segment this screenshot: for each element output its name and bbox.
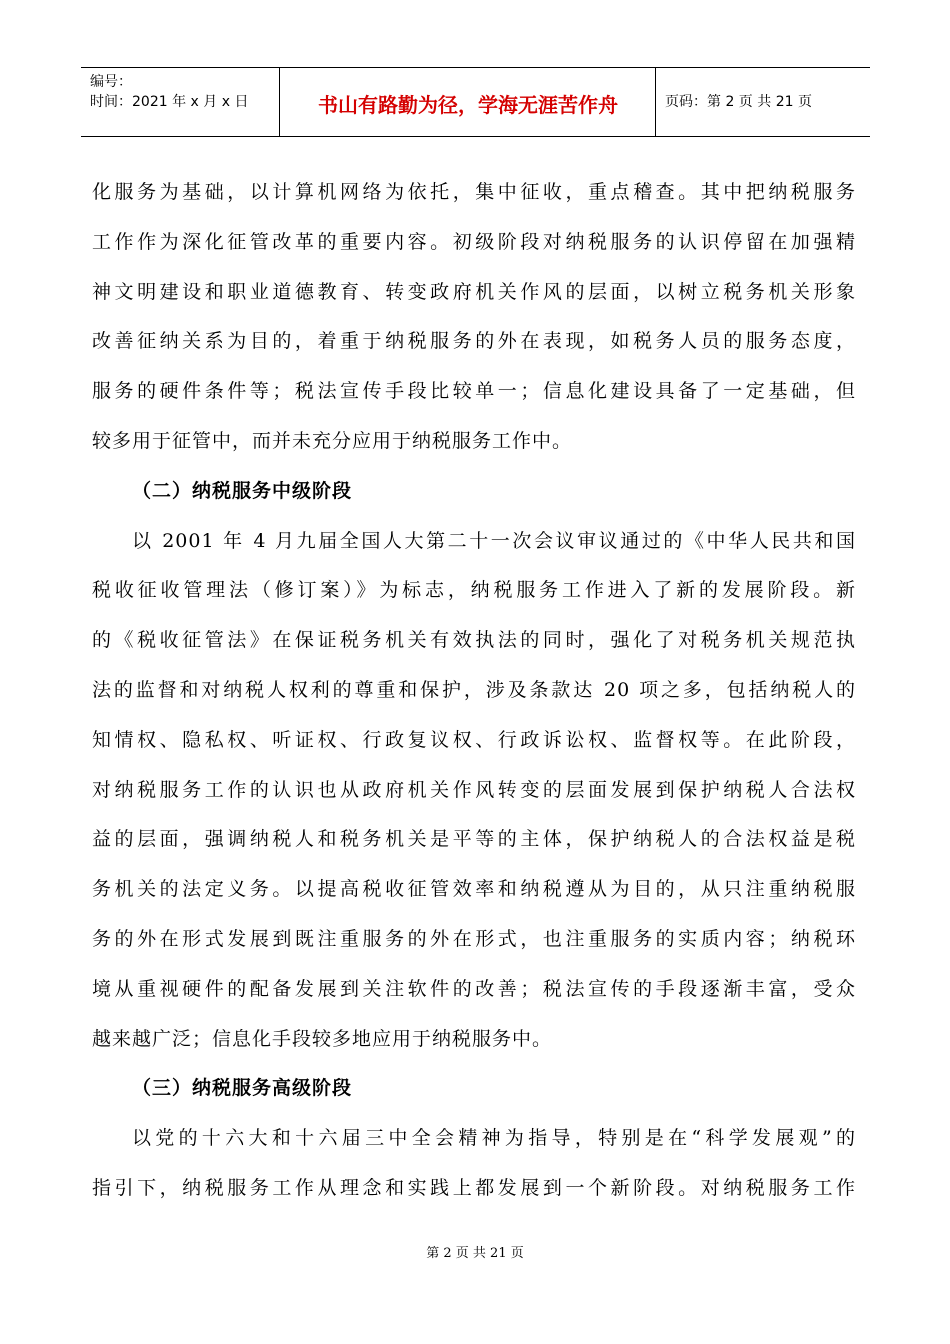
body-line: 服务的硬件条件等；税法宣传手段比较单一；信息化建设具备了一定基础，但 — [92, 380, 856, 403]
body-line: 神文明建设和职业道德教育、转变政府机关作风的层面，以树立税务机关形象 — [92, 280, 856, 303]
body-line: 务机关的法定义务。以提高税收征管效率和纳税遵从为目的，从只注重纳税服 — [92, 878, 856, 901]
body-line: 境从重视硬件的配备发展到关注软件的改善；税法宣传的手段逐渐丰富，受众 — [92, 977, 856, 1000]
body-line: 越来越广泛；信息化手段较多地应用于纳税服务中。 — [92, 1027, 553, 1050]
body-line: 以 2001 年 4 月九届全国人大第二十一次会议审议通过的《中华人民共和国 — [132, 529, 856, 552]
body-line: 工作作为深化征管改革的重要内容。初级阶段对纳税服务的认识停留在加强精 — [92, 230, 856, 253]
body-line: 知情权、隐私权、听证权、行政复议权、行政诉讼权、监督权等。在此阶段， — [92, 728, 856, 751]
body-line: 较多用于征管中，而并未充分应用于纳税服务工作中。 — [92, 429, 573, 452]
document-body — [92, 168, 856, 1214]
body-line: 的《税收征管法》在保证税务机关有效执法的同时，强化了对税务机关规范执 — [92, 629, 856, 652]
header-motto: 书山有路勤为径，学海无涯苦作舟 — [318, 93, 618, 117]
section-heading-advanced: （三）纳税服务高级阶段 — [132, 1077, 353, 1100]
body-line: 改善征纳关系为目的，着重于纳税服务的外在表现，如税务人员的服务态度， — [92, 330, 856, 353]
body-line: 化服务为基础，以计算机网络为依托，集中征收，重点稽查。其中把纳税服务 — [92, 181, 856, 203]
document-number-label: 编号： — [90, 74, 132, 90]
header-page-info: 页码：第 2 页 共 21 页 — [665, 94, 812, 110]
body-line: 法的监督和对纳税人权利的尊重和保护，涉及条款达 20 项之多，包括纳税人的 — [92, 678, 856, 701]
document-date-label: 时间：2021 年 x 月 x 日 — [90, 94, 249, 110]
body-line: 益的层面，强调纳税人和税务机关是平等的主体，保护纳税人的合法权益是税 — [92, 828, 856, 851]
header-motto-cell — [281, 68, 656, 136]
body-line: 税收征收管理法（修订案）》为标志，纳税服务工作进入了新的发展阶段。新 — [92, 579, 856, 602]
body-line: 以党的十六大和十六届三中全会精神为指导，特别是在“科学发展观”的 — [132, 1127, 856, 1150]
page-header — [81, 67, 870, 137]
body-line: 对纳税服务工作的认识也从政府机关作风转变的层面发展到保护纳税人合法权 — [92, 778, 856, 801]
page-footer: 第 2 页 共 21 页 — [426, 1246, 524, 1261]
header-meta-cell — [81, 68, 280, 136]
header-page-cell — [657, 68, 870, 136]
body-line: 指引下，纳税服务工作从理念和实践上都发展到一个新阶段。对纳税服务工作 — [92, 1176, 856, 1199]
body-line: 务的外在形式发展到既注重服务的外在形式，也注重服务的实质内容；纳税环 — [92, 927, 856, 950]
section-heading-intermediate: （二）纳税服务中级阶段 — [132, 479, 353, 502]
